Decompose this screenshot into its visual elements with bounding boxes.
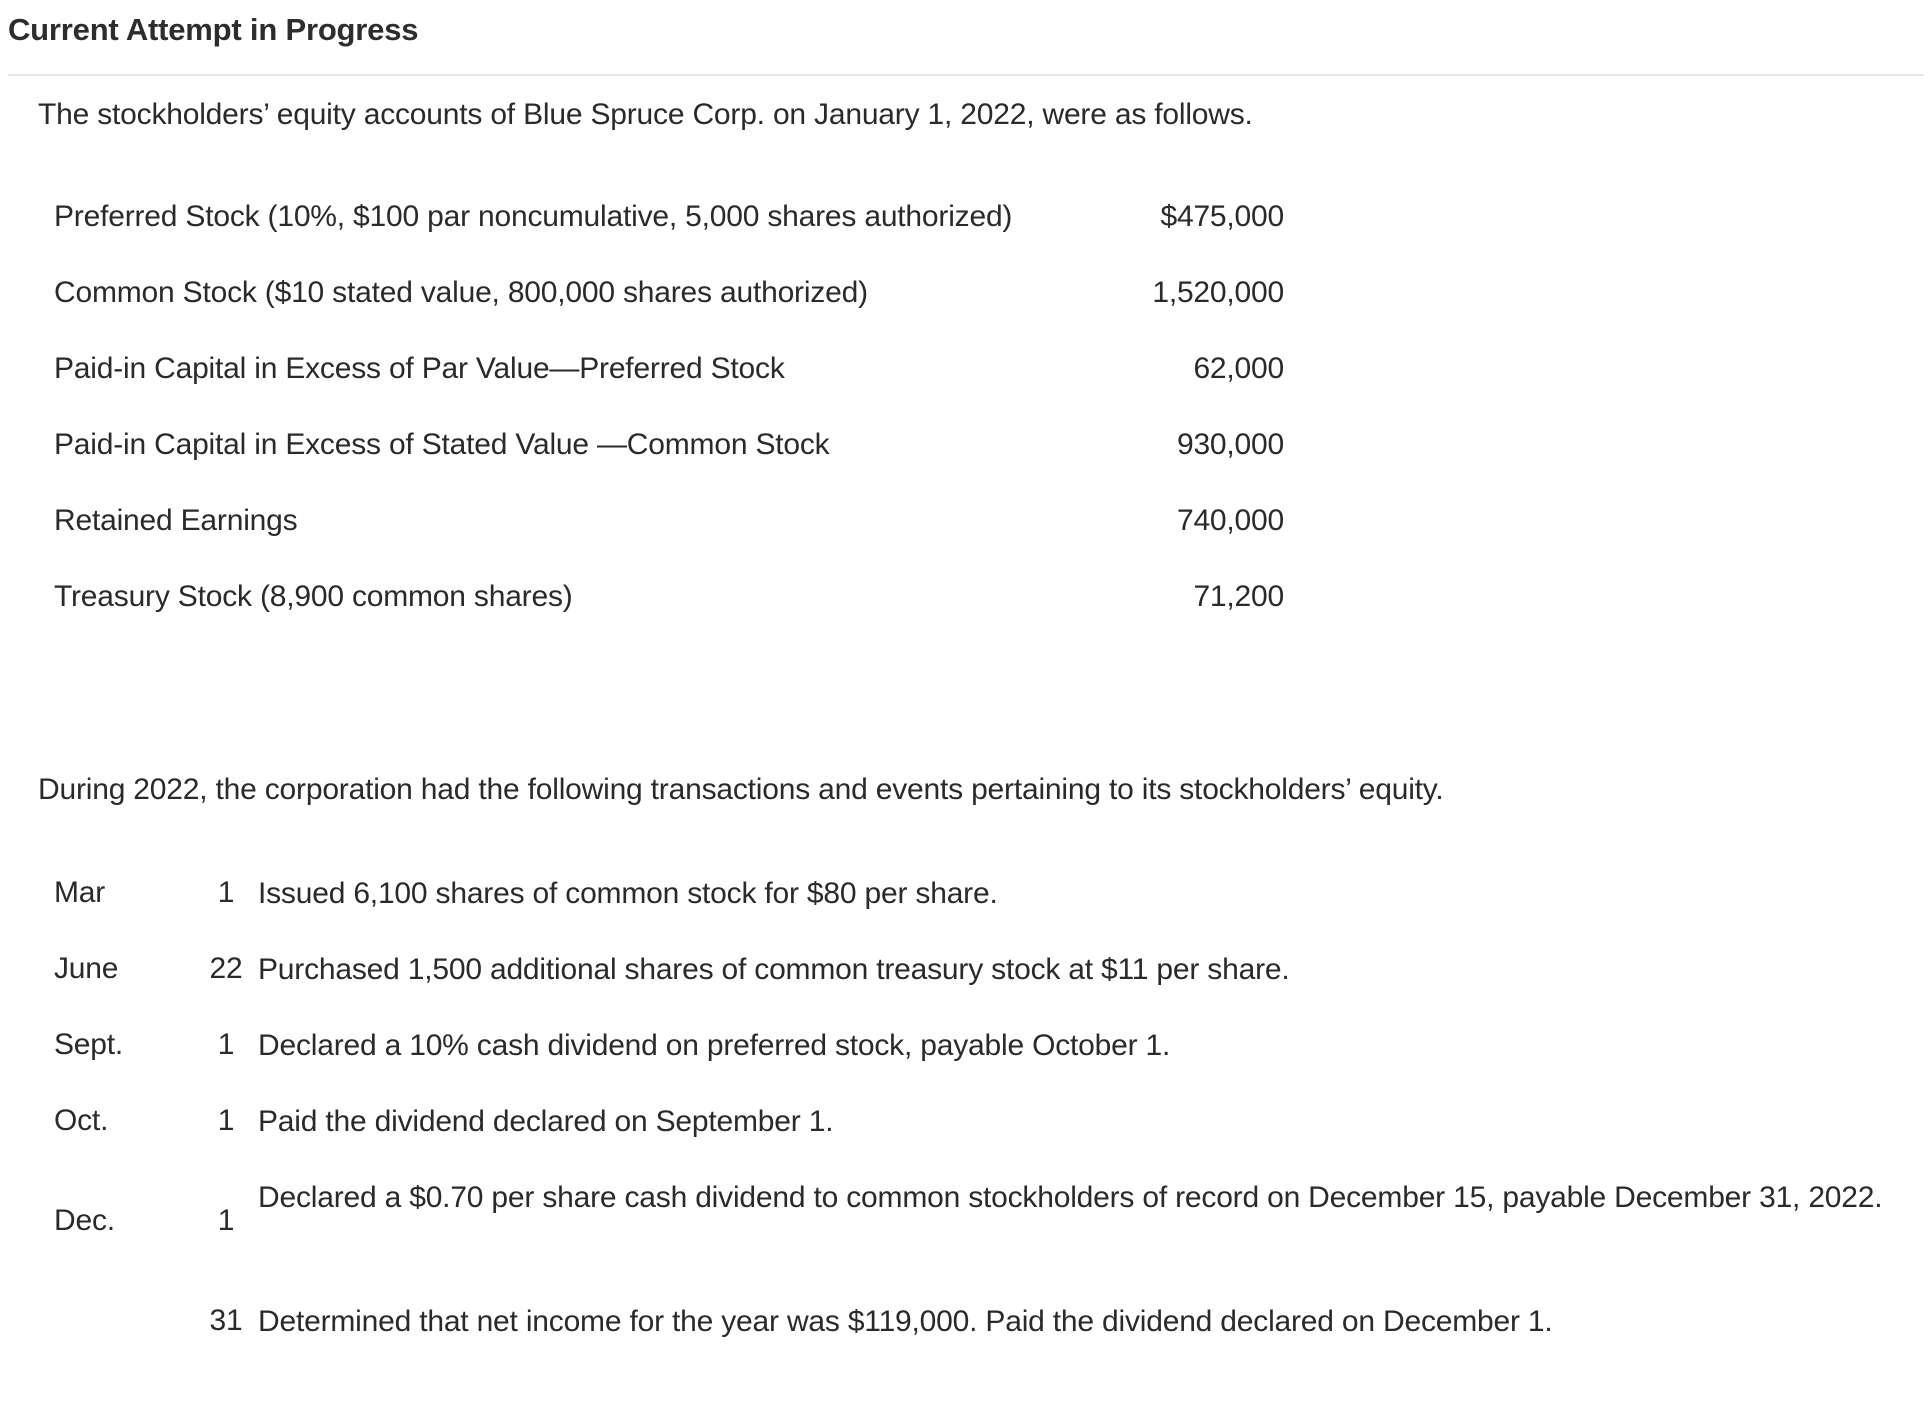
account-name: Preferred Stock (10%, $100 par noncumulative, 5,000 shares authorized) (54, 200, 1013, 233)
transaction-month: Mar (54, 876, 106, 909)
account-amount: 71,200 (1193, 580, 1284, 613)
transactions-intro-text: During 2022, the corporation had the following transactions and events pertaining to its stockholders’ equity. (38, 773, 1444, 806)
transaction-description: Determined that net income for the year was $119,000. Paid the dividend declared on December 1. (258, 1305, 1553, 1338)
account-amount: 740,000 (1176, 504, 1284, 537)
account-row (54, 418, 1284, 494)
transaction-description: Purchased 1,500 additional shares of common treasury stock at $11 per share. (258, 953, 1290, 986)
transaction-description: Issued 6,100 shares of common stock for $80 per share. (258, 877, 998, 910)
transaction-month: Oct. (54, 1104, 109, 1137)
transaction-description: Declared a $0.70 per share cash dividend to common stockholders of record on December 15, payable December 31, 2022. (258, 1181, 1883, 1214)
transaction-day: 1 (217, 1204, 235, 1237)
transaction-day: 1 (217, 876, 235, 909)
transaction-day: 22 (209, 952, 243, 985)
account-amount: $475,000 (1160, 200, 1284, 233)
transaction-day: 1 (217, 1104, 235, 1137)
account-amount: 1,520,000 (1152, 276, 1284, 309)
account-name: Treasury Stock (8,900 common shares) (54, 580, 573, 613)
account-name: Paid-in Capital in Excess of Stated Value —Common Stock (54, 428, 830, 461)
account-amount: 62,000 (1193, 352, 1284, 385)
transaction-row (54, 1294, 1894, 1370)
account-row (54, 266, 1284, 342)
transaction-month: Sept. (54, 1028, 124, 1061)
attempt-status-heading: Current Attempt in Progress (8, 12, 419, 47)
transaction-day: 1 (217, 1028, 235, 1061)
account-name: Paid-in Capital in Excess of Par Value—Preferred Stock (54, 352, 785, 385)
account-name: Common Stock ($10 stated value, 800,000 shares authorized) (54, 276, 868, 309)
transaction-month: Dec. (54, 1204, 115, 1237)
problem-intro-text: The stockholders’ equity accounts of Blue Spruce Corp. on January 1, 2022, were as follows. (38, 98, 1253, 131)
account-row (54, 570, 1284, 646)
transaction-row (54, 1018, 1894, 1094)
transaction-description: Declared a 10% cash dividend on preferred stock, payable October 1. (258, 1029, 1171, 1062)
transaction-day: 31 (209, 1304, 243, 1337)
equity-accounts-table (54, 190, 1284, 646)
account-row (54, 190, 1284, 266)
transaction-month: June (54, 952, 119, 985)
account-name: Retained Earnings (54, 504, 298, 537)
transaction-row (54, 866, 1894, 942)
transaction-row (54, 1094, 1894, 1170)
transaction-row (54, 942, 1894, 1018)
account-row (54, 494, 1284, 570)
transaction-description: Paid the dividend declared on September 1. (258, 1105, 834, 1138)
transactions-table (54, 866, 1894, 1370)
account-row (54, 342, 1284, 418)
header-divider (8, 74, 1924, 76)
transaction-row (54, 1170, 1894, 1294)
account-amount: 930,000 (1176, 428, 1284, 461)
